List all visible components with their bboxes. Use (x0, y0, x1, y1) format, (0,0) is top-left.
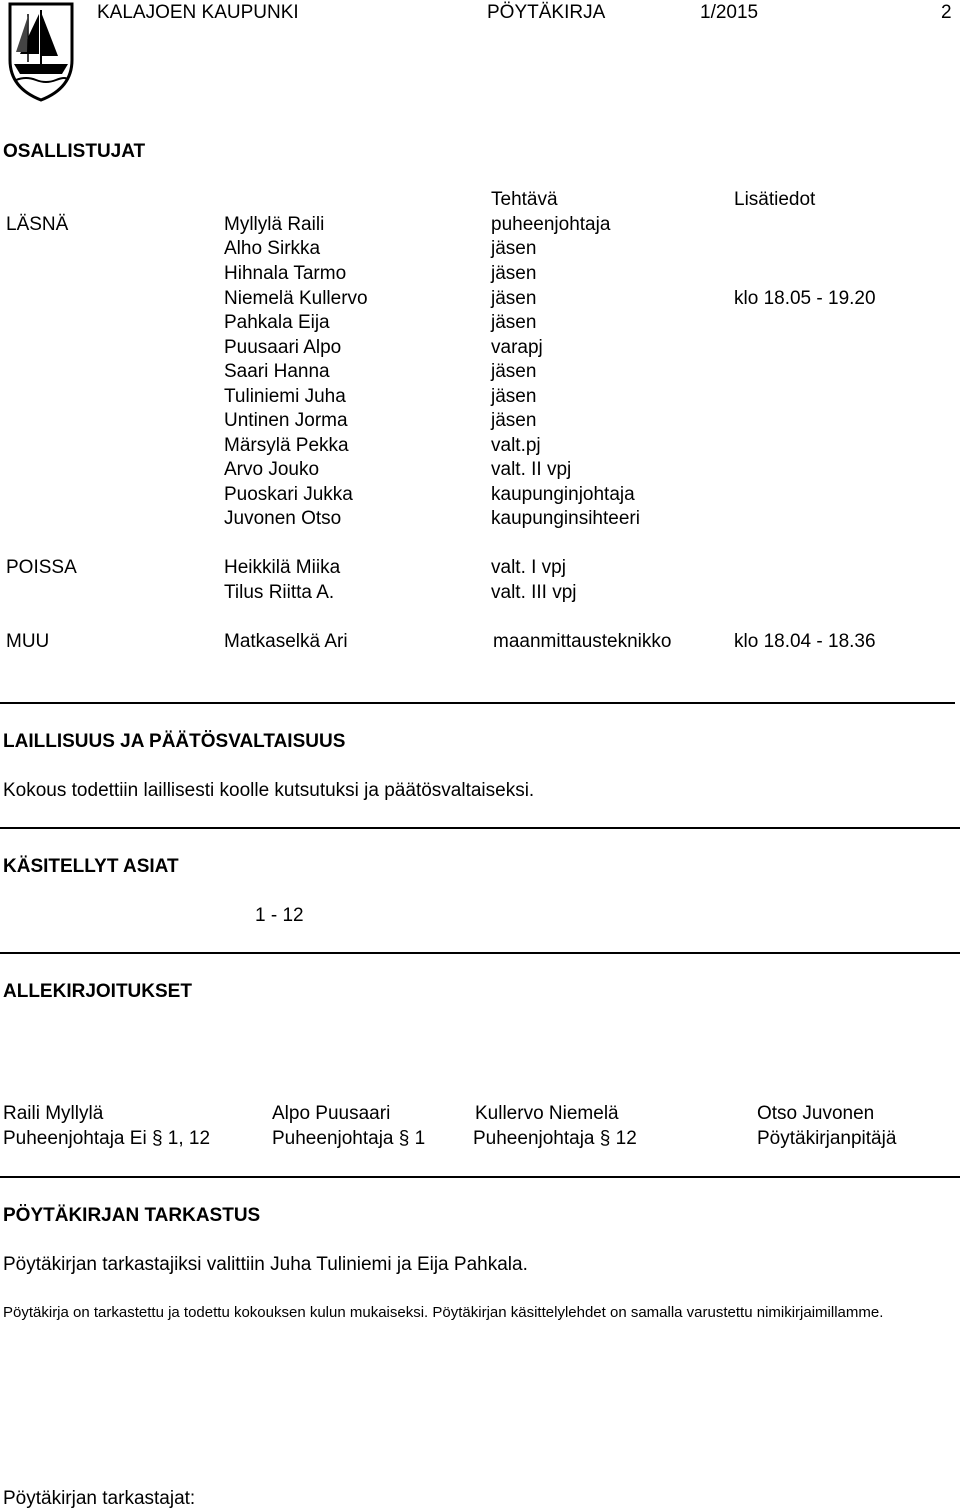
participant-task: jäsen (491, 361, 537, 382)
participant-name: Tuliniemi Juha (224, 386, 346, 407)
signer-name: Raili Myllylä (3, 1103, 104, 1124)
absent-label: POISSA (6, 557, 77, 578)
participant-task: jäsen (491, 312, 537, 333)
header-organization: KALAJOEN KAUPUNKI (97, 2, 299, 23)
participant-task: jäsen (491, 288, 537, 309)
section-divider (0, 702, 955, 704)
column-header-task: Tehtävä (491, 189, 558, 210)
participants-heading: OSALLISTUJAT (3, 141, 146, 162)
absent-name: Tilus Riitta A. (224, 582, 335, 603)
signer-role: Puheenjohtaja § 1 (272, 1128, 426, 1149)
participant-task: kaupunginsihteeri (491, 508, 640, 529)
absent-task: valt. I vpj (491, 557, 566, 578)
header-document-number: 1/2015 (700, 2, 759, 23)
other-notes: klo 18.04 - 18.36 (734, 631, 876, 652)
absent-task: valt. III vpj (491, 582, 577, 603)
participant-task: jäsen (491, 263, 537, 284)
participant-name: Saari Hanna (224, 361, 330, 382)
participant-name: Juvonen Otso (224, 508, 342, 529)
participant-task: varapj (491, 337, 543, 358)
items-heading: KÄSITELLYT ASIAT (3, 856, 179, 877)
participant-task: jäsen (491, 238, 537, 259)
section-divider (0, 1176, 960, 1178)
signer-name: Otso Juvonen (757, 1103, 875, 1124)
participant-name: Arvo Jouko (224, 459, 320, 480)
participant-task: puheenjohtaja (491, 214, 611, 235)
participant-task: jäsen (491, 386, 537, 407)
participant-name: Untinen Jorma (224, 410, 348, 431)
participant-task: valt.pj (491, 435, 541, 456)
section-divider (0, 827, 960, 829)
absent-name: Heikkilä Miika (224, 557, 341, 578)
other-name: Matkaselkä Ari (224, 631, 348, 652)
review-heading: PÖYTÄKIRJAN TARKASTUS (3, 1205, 261, 1226)
column-header-notes: Lisätiedot (734, 189, 816, 210)
header-document-type: PÖYTÄKIRJA (487, 2, 606, 23)
review-text: Pöytäkirjan tarkastajiksi valittiin Juha Tuliniemi ja Eija Pahkala. (3, 1254, 528, 1275)
legality-text: Kokous todettiin laillisesti koolle kutsutuksi ja päätösvaltaiseksi. (3, 780, 535, 801)
participant-name: Hihnala Tarmo (224, 263, 347, 284)
signer-role: Puheenjohtaja Ei § 1, 12 (3, 1128, 211, 1149)
signatures-heading: ALLEKIRJOITUKSET (3, 981, 192, 1002)
section-divider (0, 952, 960, 954)
participant-task: kaupunginjohtaja (491, 484, 635, 505)
participant-name: Puusaari Alpo (224, 337, 342, 358)
participant-name: Myllylä Raili (224, 214, 325, 235)
signer-name: Alpo Puusaari (272, 1103, 391, 1124)
other-task: maanmittausteknikko (493, 631, 672, 652)
other-label: MUU (6, 631, 50, 652)
participant-name: Pahkala Eija (224, 312, 330, 333)
legality-heading: LAILLISUUS JA PÄÄTÖSVALTAISUUS (3, 731, 346, 752)
participant-name: Niemelä Kullervo (224, 288, 368, 309)
participant-task: jäsen (491, 410, 537, 431)
participant-name: Puoskari Jukka (224, 484, 353, 505)
header-page-number: 2 (941, 2, 952, 23)
participant-task: valt. II vpj (491, 459, 572, 480)
reviewers-label: Pöytäkirjan tarkastajat: (3, 1488, 196, 1509)
signer-role: Pöytäkirjanpitäjä (757, 1128, 897, 1149)
signer-name: Kullervo Niemelä (475, 1103, 619, 1124)
participant-notes: klo 18.05 - 19.20 (734, 288, 876, 309)
participant-name: Märsylä Pekka (224, 435, 349, 456)
items-range: 1 - 12 (255, 905, 304, 926)
present-label: LÄSNÄ (6, 214, 69, 235)
participant-name: Alho Sirkka (224, 238, 321, 259)
city-coat-of-arms-logo (6, 0, 76, 102)
review-note: Pöytäkirja on tarkastettu ja todettu kokouksen kulun mukaiseksi. Pöytäkirjan käsittelylehdet on samalla varustettu nimikirjaimillamme. (3, 1304, 884, 1321)
signer-role: Puheenjohtaja § 12 (473, 1128, 637, 1149)
